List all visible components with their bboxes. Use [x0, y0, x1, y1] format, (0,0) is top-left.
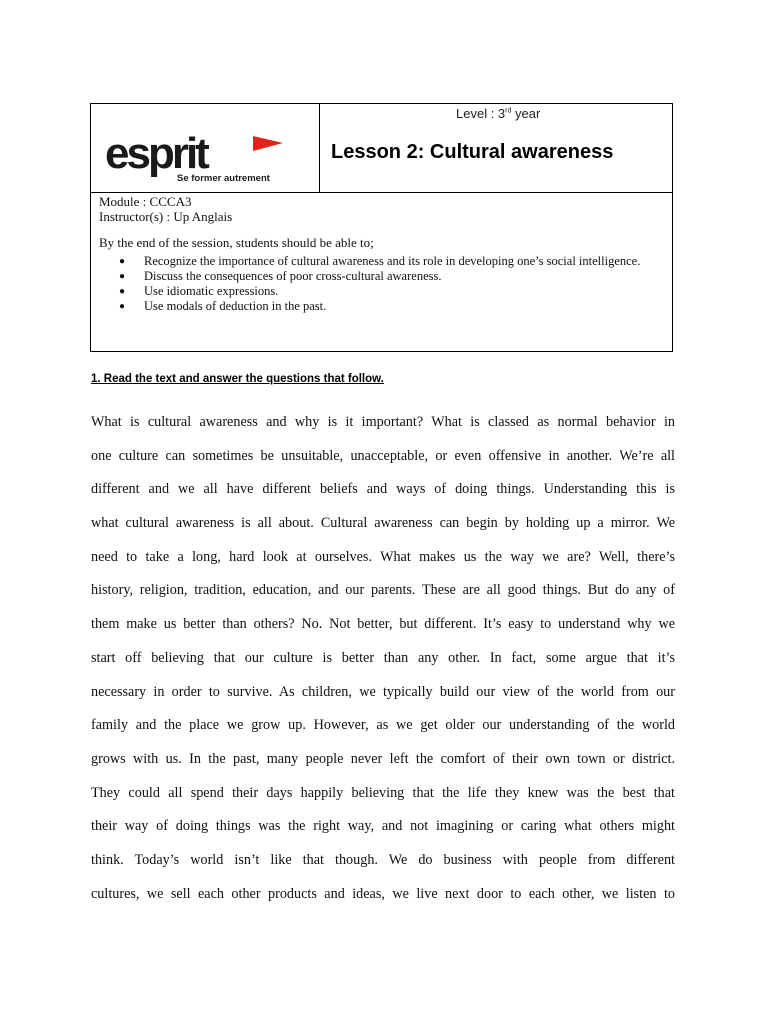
- objective-item: ● Use modals of deduction in the past.: [119, 299, 327, 313]
- instructor-label: Instructor(s) : Up Anglais: [99, 209, 233, 224]
- lesson-header-table: [90, 103, 673, 352]
- objective-item: ● Discuss the consequences of poor cross-cultural awareness.: [119, 269, 442, 283]
- passage-line: grows with us. In the past, many people never left the comfort of their own town or district.: [91, 750, 675, 767]
- bullet-icon: ●: [119, 256, 126, 267]
- objective-item: ● Recognize the importance of cultural awareness and its role in developing one’s social intelligence.: [119, 254, 641, 268]
- title-cell: [320, 104, 672, 193]
- bullet-icon: ●: [119, 271, 126, 282]
- objectives-intro: By the end of the session, students should be able to;: [99, 235, 374, 250]
- passage-line: think. Today’s world isn’t like that though. We do business with people from different: [91, 851, 675, 868]
- passage-line: their way of doing things was the right way, and not imagining or caring what others might: [91, 818, 675, 835]
- lesson-title: Lesson 2: Cultural awareness: [331, 141, 614, 163]
- bullet-icon: ●: [119, 301, 126, 312]
- esprit-logo: [105, 130, 305, 186]
- logo-tagline: Se former autrement: [177, 173, 270, 184]
- objectives-list: [99, 254, 664, 314]
- passage-line: need to take a long, hard look at ourselves. What makes us the way we are? Well, there’s: [91, 548, 675, 565]
- logo-flag-icon: [253, 136, 283, 151]
- passage-line: start off believing that our culture is better than any other. In fact, some argue that it’s: [91, 649, 675, 666]
- reading-passage: [91, 412, 675, 917]
- module-label: Module : CCCA3: [99, 194, 192, 209]
- level-label: Level : 3rd year: [456, 106, 541, 121]
- bullet-icon: ●: [119, 286, 126, 297]
- section-heading: 1. Read the text and answer the questions that follow.: [91, 373, 384, 385]
- passage-line: necessary in order to survive. As children, we typically build our view of the world from our: [91, 683, 675, 700]
- lesson-info: [99, 194, 664, 314]
- passage-line: They could all spend their days happily believing that the life they knew was the best that: [91, 784, 675, 801]
- passage-line: one culture can sometimes be unsuitable, unacceptable, or even offensive in another. We’re all: [91, 447, 675, 464]
- passage-line: what cultural awareness is all about. Cultural awareness can begin by holding up a mirror. We: [91, 515, 675, 532]
- passage-line: cultures, we sell each other products and ideas, we live next door to each other, we listen to: [91, 885, 675, 902]
- passage-line: different and we all have different beliefs and ways of doing things. Understanding this is: [91, 481, 675, 498]
- objective-item: ● Use idiomatic expressions.: [119, 284, 279, 298]
- passage-line: family and the place we grow up. However, as we get older our understanding of the world: [91, 717, 675, 734]
- passage-line: history, religion, tradition, education, and our parents. These are all good things. But do any of: [91, 582, 675, 599]
- logo-cell: [91, 104, 320, 193]
- passage-line: What is cultural awareness and why is it important? What is classed as normal behavior in: [91, 414, 675, 430]
- passage-line: them make us better than others? No. Not better, but different. It’s easy to understand why we: [91, 616, 675, 633]
- logo-wordmark: esprit: [105, 130, 207, 178]
